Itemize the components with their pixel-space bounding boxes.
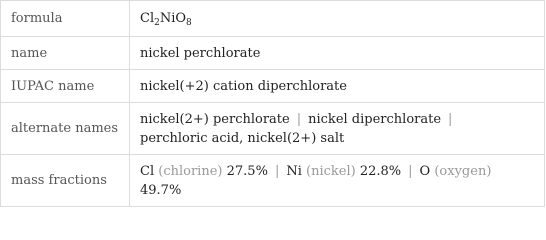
element-name: (nickel) <box>306 163 356 179</box>
alternate-names-label: alternate names <box>1 103 130 155</box>
formula-subscript: 8 <box>186 18 192 28</box>
table-row-alternate-names <box>1 103 545 155</box>
mass-percent: 22.8% <box>359 163 402 179</box>
alternate-name: perchloric acid, nickel(2+) salt <box>140 130 345 146</box>
formula-part: Cl <box>140 11 155 26</box>
formula-value <box>130 1 545 37</box>
separator: | <box>296 111 302 127</box>
element-symbol: Ni <box>286 163 302 179</box>
name-label: name <box>1 37 130 70</box>
element-name: (chlorine) <box>158 163 223 179</box>
separator: | <box>408 163 413 179</box>
element-symbol: Cl <box>140 163 155 179</box>
formula-part: NiO <box>159 11 187 26</box>
alternate-name: nickel diperchlorate <box>308 111 442 127</box>
formula-subscript: 2 <box>154 18 160 28</box>
separator: | <box>448 111 453 127</box>
table-row-mass-fractions <box>1 155 545 207</box>
mass-percent: 49.7% <box>140 182 182 198</box>
separator: | <box>274 163 280 179</box>
table-row-iupac-name <box>1 70 545 103</box>
formula-label: formula <box>1 1 130 37</box>
mass-percent: 27.5% <box>226 163 268 179</box>
mass-fractions-value <box>130 155 545 207</box>
element-symbol: O <box>419 163 431 179</box>
table-row-name <box>1 37 545 70</box>
alternate-name: nickel(2+) perchlorate <box>140 111 290 127</box>
name-value: nickel perchlorate <box>130 37 545 70</box>
table-row-formula <box>1 1 545 37</box>
element-name: (oxygen) <box>434 163 492 179</box>
mass-fractions-label: mass fractions <box>1 155 130 207</box>
iupac-name-value: nickel(+2) cation diperchlorate <box>130 70 545 103</box>
iupac-name-label: IUPAC name <box>1 70 130 103</box>
alternate-names-value <box>130 103 545 155</box>
